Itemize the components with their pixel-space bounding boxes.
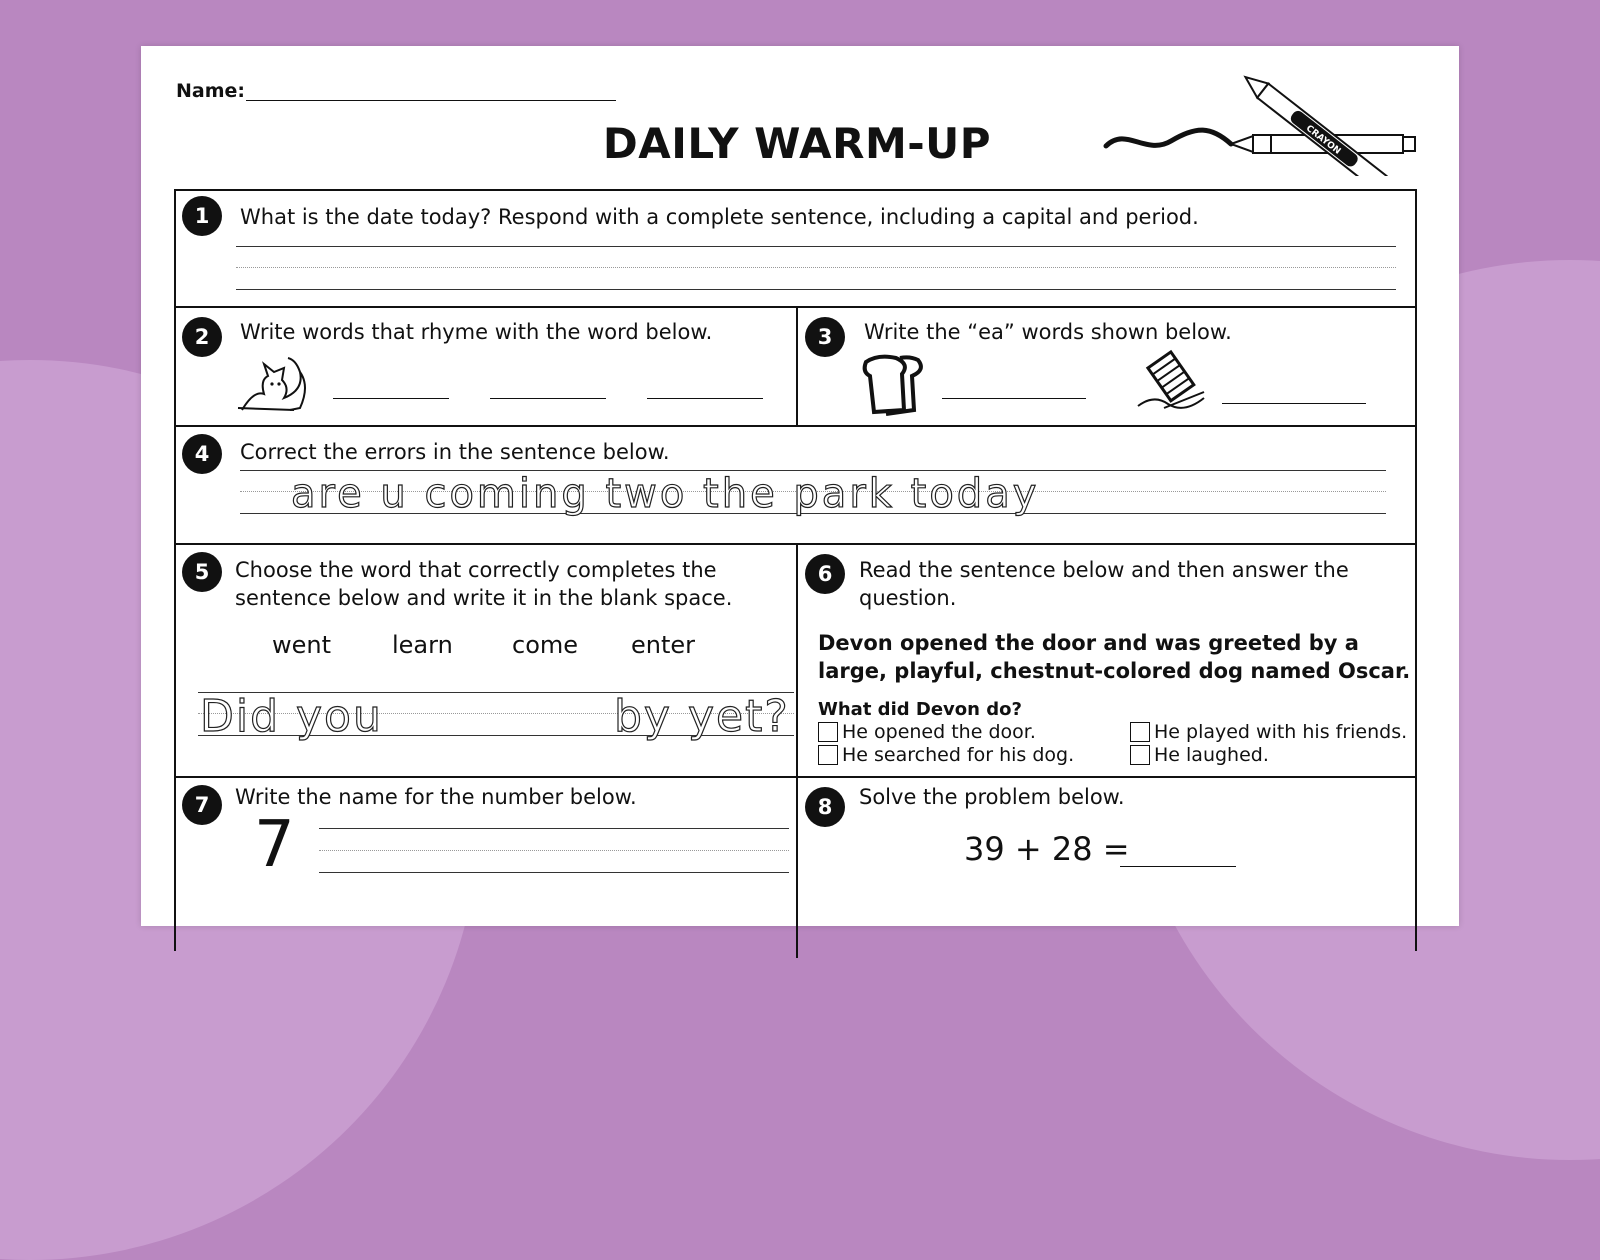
rhyme-blank-3[interactable] [647,398,763,399]
answer-top-line [319,828,789,829]
rhyme-blank-2[interactable] [490,398,606,399]
column-divider [796,545,798,776]
crayon-illustration [1101,56,1421,176]
checkbox[interactable] [818,722,838,742]
word-choice-went: went [272,631,332,659]
row-q5-q6 [176,545,1415,778]
number-badge: 3 [805,317,845,357]
answer-midline [319,850,789,851]
column-divider [796,778,798,958]
question-1 [176,191,1415,308]
traced-sentence-end: by yet? [614,691,790,742]
answer-midline [236,267,1396,268]
number-badge: 8 [805,787,845,827]
answer-line[interactable] [236,289,1396,290]
ea-blank-2[interactable] [1222,403,1366,404]
question-prompt: Solve the problem below. [859,785,1125,809]
option-played-with-friends[interactable]: He played with his friends. [1130,721,1407,743]
cat-icon [234,350,314,416]
number-badge: 7 [182,785,222,825]
question-grid [174,189,1417,951]
number-badge: 6 [805,554,845,594]
story-line-2: large, playful, chestnut-colored dog named Oscar. [818,659,1411,683]
question-prompt: What is the date today? Respond with a complete sentence, including a capital and period. [240,205,1199,229]
checkbox[interactable] [1130,722,1150,742]
number-badge: 1 [182,196,222,236]
number-badge: 2 [182,317,222,357]
checkbox[interactable] [1130,745,1150,765]
page-title: DAILY WARM-UP [602,119,992,168]
question-prompt-line-2: question. [859,586,957,610]
answer-base-line[interactable] [319,872,789,873]
word-choice-enter: enter [631,631,696,659]
math-problem: 39 + 28 = [964,830,1130,868]
math-answer-blank[interactable] [1120,866,1236,867]
bread-icon [856,352,938,418]
option-laughed[interactable]: He laughed. [1130,744,1269,766]
question-prompt: Write words that rhyme with the word below. [240,320,713,344]
answer-line[interactable] [236,246,1396,247]
question-prompt-line-1: Choose the word that correctly completes the [235,558,717,582]
name-label: Name: [176,80,246,102]
question-prompt: Correct the errors in the sentence below. [240,440,670,464]
number-badge: 5 [182,552,222,592]
question-4 [176,427,1415,545]
traced-sentence-start: Did you [200,691,383,742]
comprehension-question: What did Devon do? [818,699,1022,720]
checkbox[interactable] [818,745,838,765]
number-to-name: 7 [254,808,295,882]
rhyme-blank-1[interactable] [333,398,449,399]
word-choice-come: come [512,631,579,659]
option-searched-for-dog[interactable]: He searched for his dog. [818,744,1074,766]
row-q2-q3 [176,308,1415,427]
option-opened-door[interactable]: He opened the door. [818,721,1036,743]
number-badge: 4 [182,434,222,474]
column-divider [796,308,798,425]
row-q7-q8 [176,778,1415,958]
worksheet [141,46,1459,926]
crayon-label: CRAYON [1303,123,1343,157]
question-prompt: Write the name for the number below. [235,785,637,809]
question-prompt-line-2: sentence below and write it in the blank space. [235,586,733,610]
word-choice-learn: learn [392,631,453,659]
ea-blank-1[interactable] [942,398,1086,399]
question-prompt-line-1: Read the sentence below and then answer the [859,558,1349,582]
thread-icon [1134,348,1214,418]
story-line-1: Devon opened the door and was greeted by a [818,631,1359,655]
traced-sentence: are u coming two the park today [291,471,1040,517]
name-input-line[interactable] [246,100,616,101]
question-prompt: Write the “ea” words shown below. [864,320,1232,344]
